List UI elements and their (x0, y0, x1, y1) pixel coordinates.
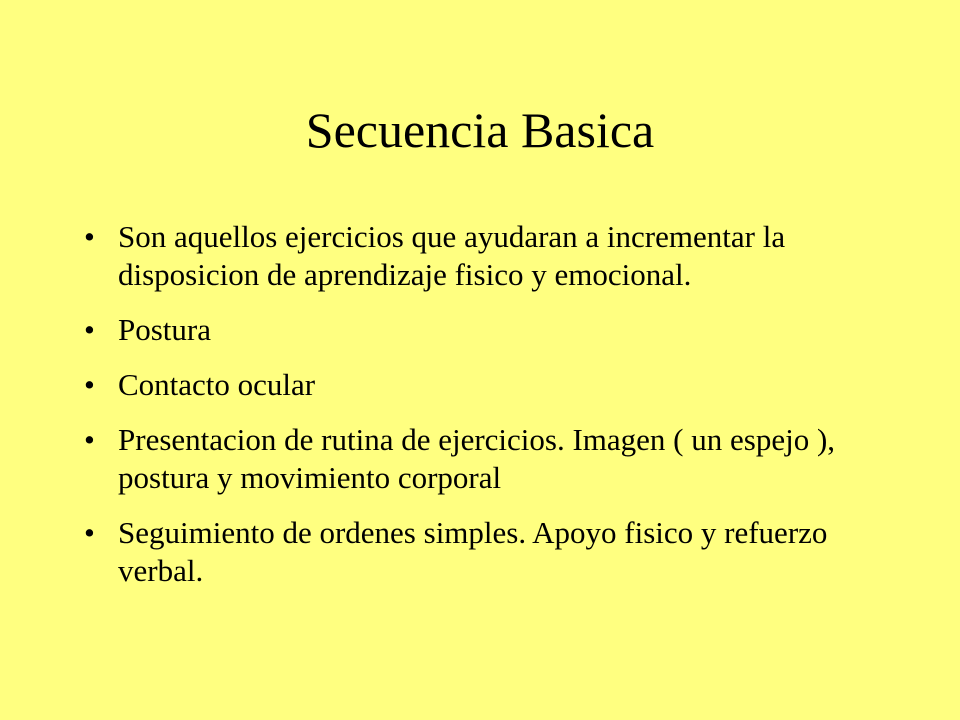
slide-title: Secuencia Basica (305, 102, 655, 158)
list-item (80, 218, 880, 294)
list-item (80, 311, 880, 349)
bullet-icon: • (84, 312, 95, 347)
bullet-text: Contacto ocular (118, 367, 316, 402)
bullet-icon: • (84, 515, 95, 550)
list-item (80, 514, 880, 590)
bullet-list (80, 218, 880, 607)
bullet-text: Presentacion de rutina de ejercicios. Imagen ( un espejo ), postura y movimiento corporal (118, 422, 836, 495)
list-item (80, 421, 880, 497)
list-item (80, 366, 880, 404)
bullet-icon: • (84, 422, 95, 457)
bullet-text: Son aquellos ejercicios que ayudaran a incrementar la disposicion de aprendizaje fisico y emocional. (118, 219, 786, 292)
bullet-icon: • (84, 219, 95, 254)
bullet-text: Seguimiento de ordenes simples. Apoyo fisico y refuerzo verbal. (118, 515, 828, 588)
bullet-text: Postura (118, 312, 211, 347)
bullet-icon: • (84, 367, 95, 402)
